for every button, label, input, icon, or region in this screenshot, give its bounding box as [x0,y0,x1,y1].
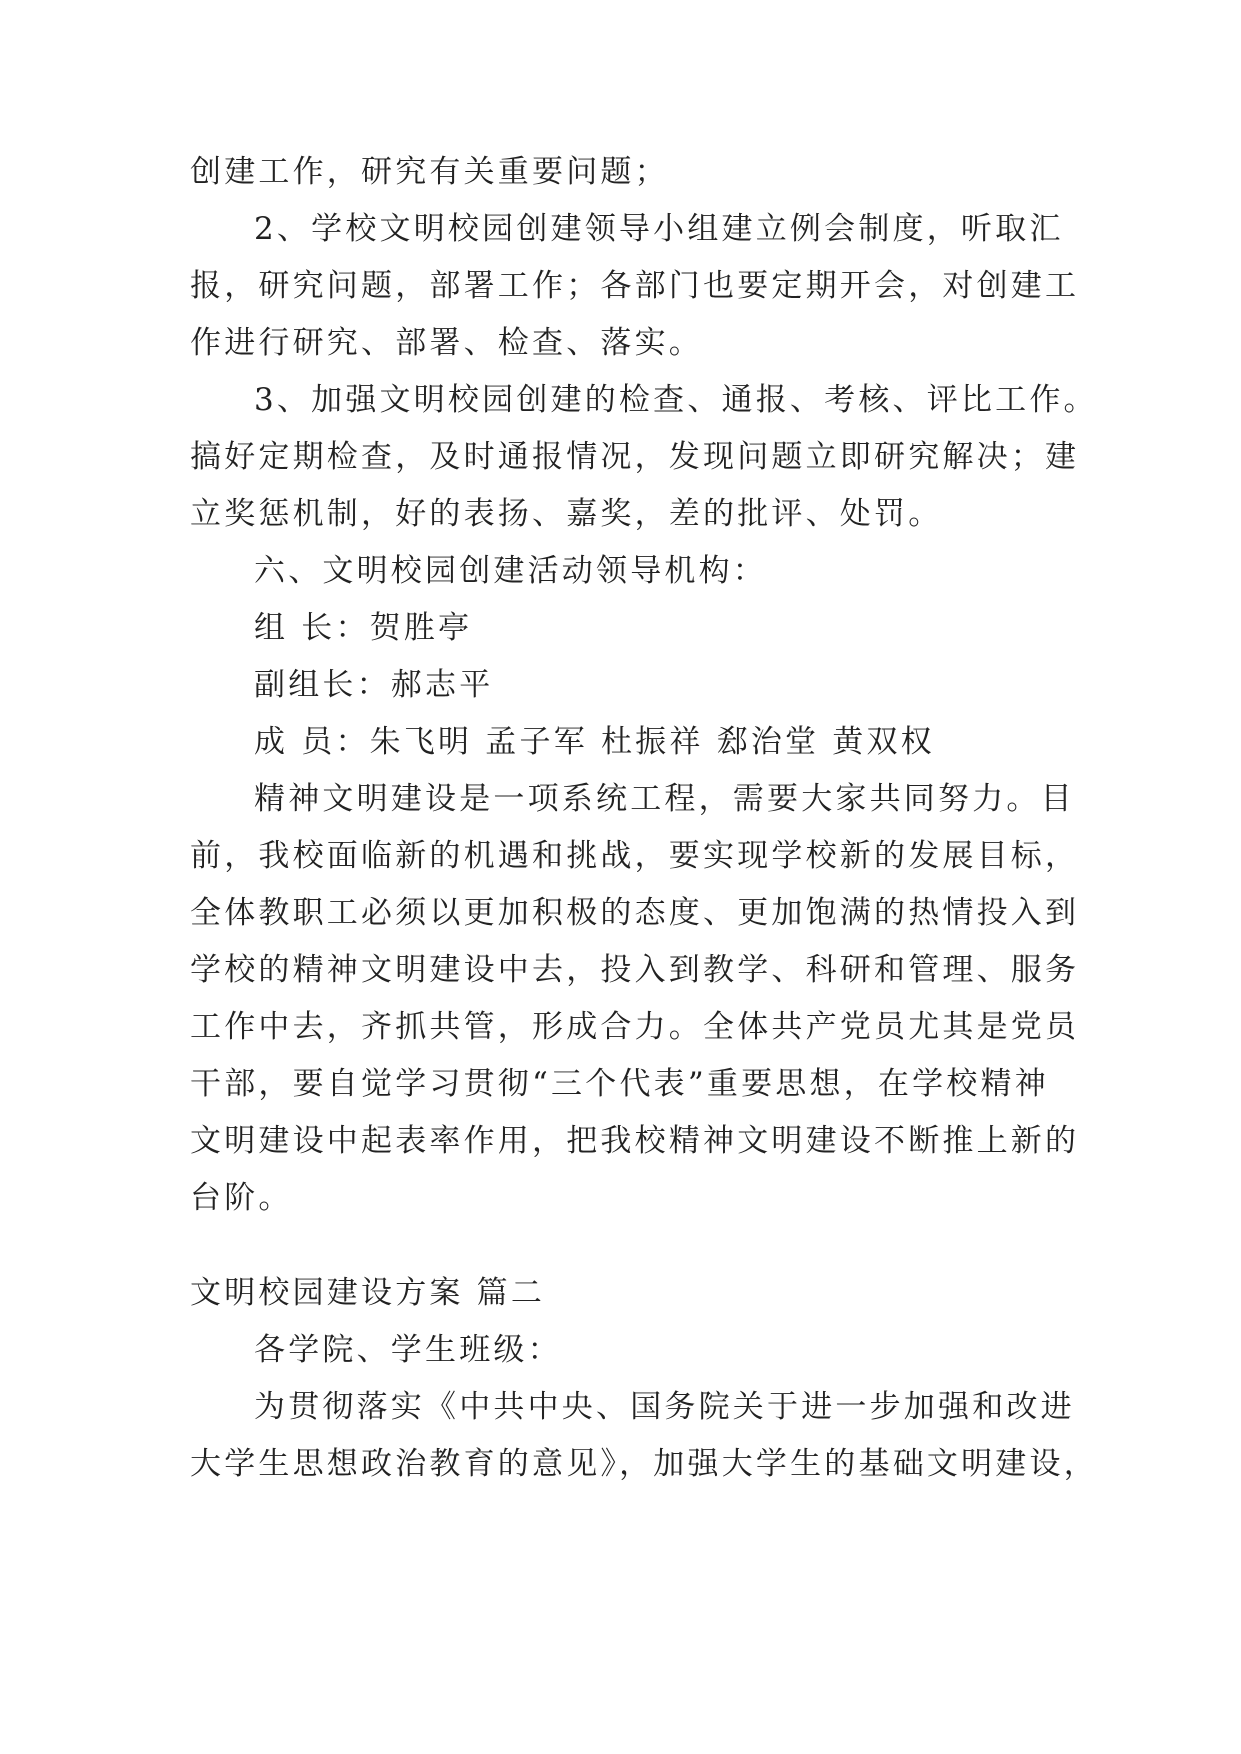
deputy-leader-line: 副组长：郝志平 [254,667,494,703]
text-line: 前，我校面临新的机遇和挑战，要实现学校新的发展目标， [190,838,1080,874]
text-line: 为贯彻落实《中共中央、国务院关于进一步加强和改进 [254,1389,1075,1425]
text-line: 台阶。 [190,1180,293,1216]
text-line: 立奖惩机制，好的表扬、嘉奖，差的批评、处罚。 [190,496,943,532]
article-title: 文明校园建设方案 篇二 [190,1275,546,1311]
text-line: 大学生思想政治教育的意见》，加强大学生的基础文明建设， [190,1446,1098,1482]
text-line: 全体教职工必须以更加积极的态度、更加饱满的热情投入到 [190,895,1080,931]
text-line: 精神文明建设是一项系统工程，需要大家共同努力。目 [254,781,1075,817]
text-line: 2、学校文明校园创建领导小组建立例会制度，听取汇 [254,211,1064,247]
text-line: 工作中去，齐抓共管，形成合力。全体共产党员尤其是党员 [190,1009,1080,1045]
text-line: 报，研究问题，部署工作；各部门也要定期开会，对创建工 [190,268,1080,304]
text-line: 搞好定期检查，及时通报情况，发现问题立即研究解决；建 [190,439,1080,475]
section-heading: 六、文明校园创建活动领导机构： [254,553,767,589]
text-line: 学校的精神文明建设中去，投入到教学、科研和管理、服务 [190,952,1080,988]
members-line: 成 员：朱飞明 孟子军 杜振祥 郄治堂 黄双权 [254,724,935,760]
text-line: 干部，要自觉学习贯彻“三个代表”重要思想，在学校精神 [190,1066,1049,1102]
text-line: 文明建设中起表率作用，把我校精神文明建设不断推上新的 [190,1123,1080,1159]
text-line: 作进行研究、部署、检查、落实。 [190,325,703,361]
leader-line: 组 长：贺胜亭 [254,610,473,646]
salutation: 各学院、学生班级： [254,1332,562,1368]
text-line: 创建工作，研究有关重要问题； [190,154,669,190]
text-line: 3、加强文明校园创建的检查、通报、考核、评比工作。 [254,382,1098,418]
